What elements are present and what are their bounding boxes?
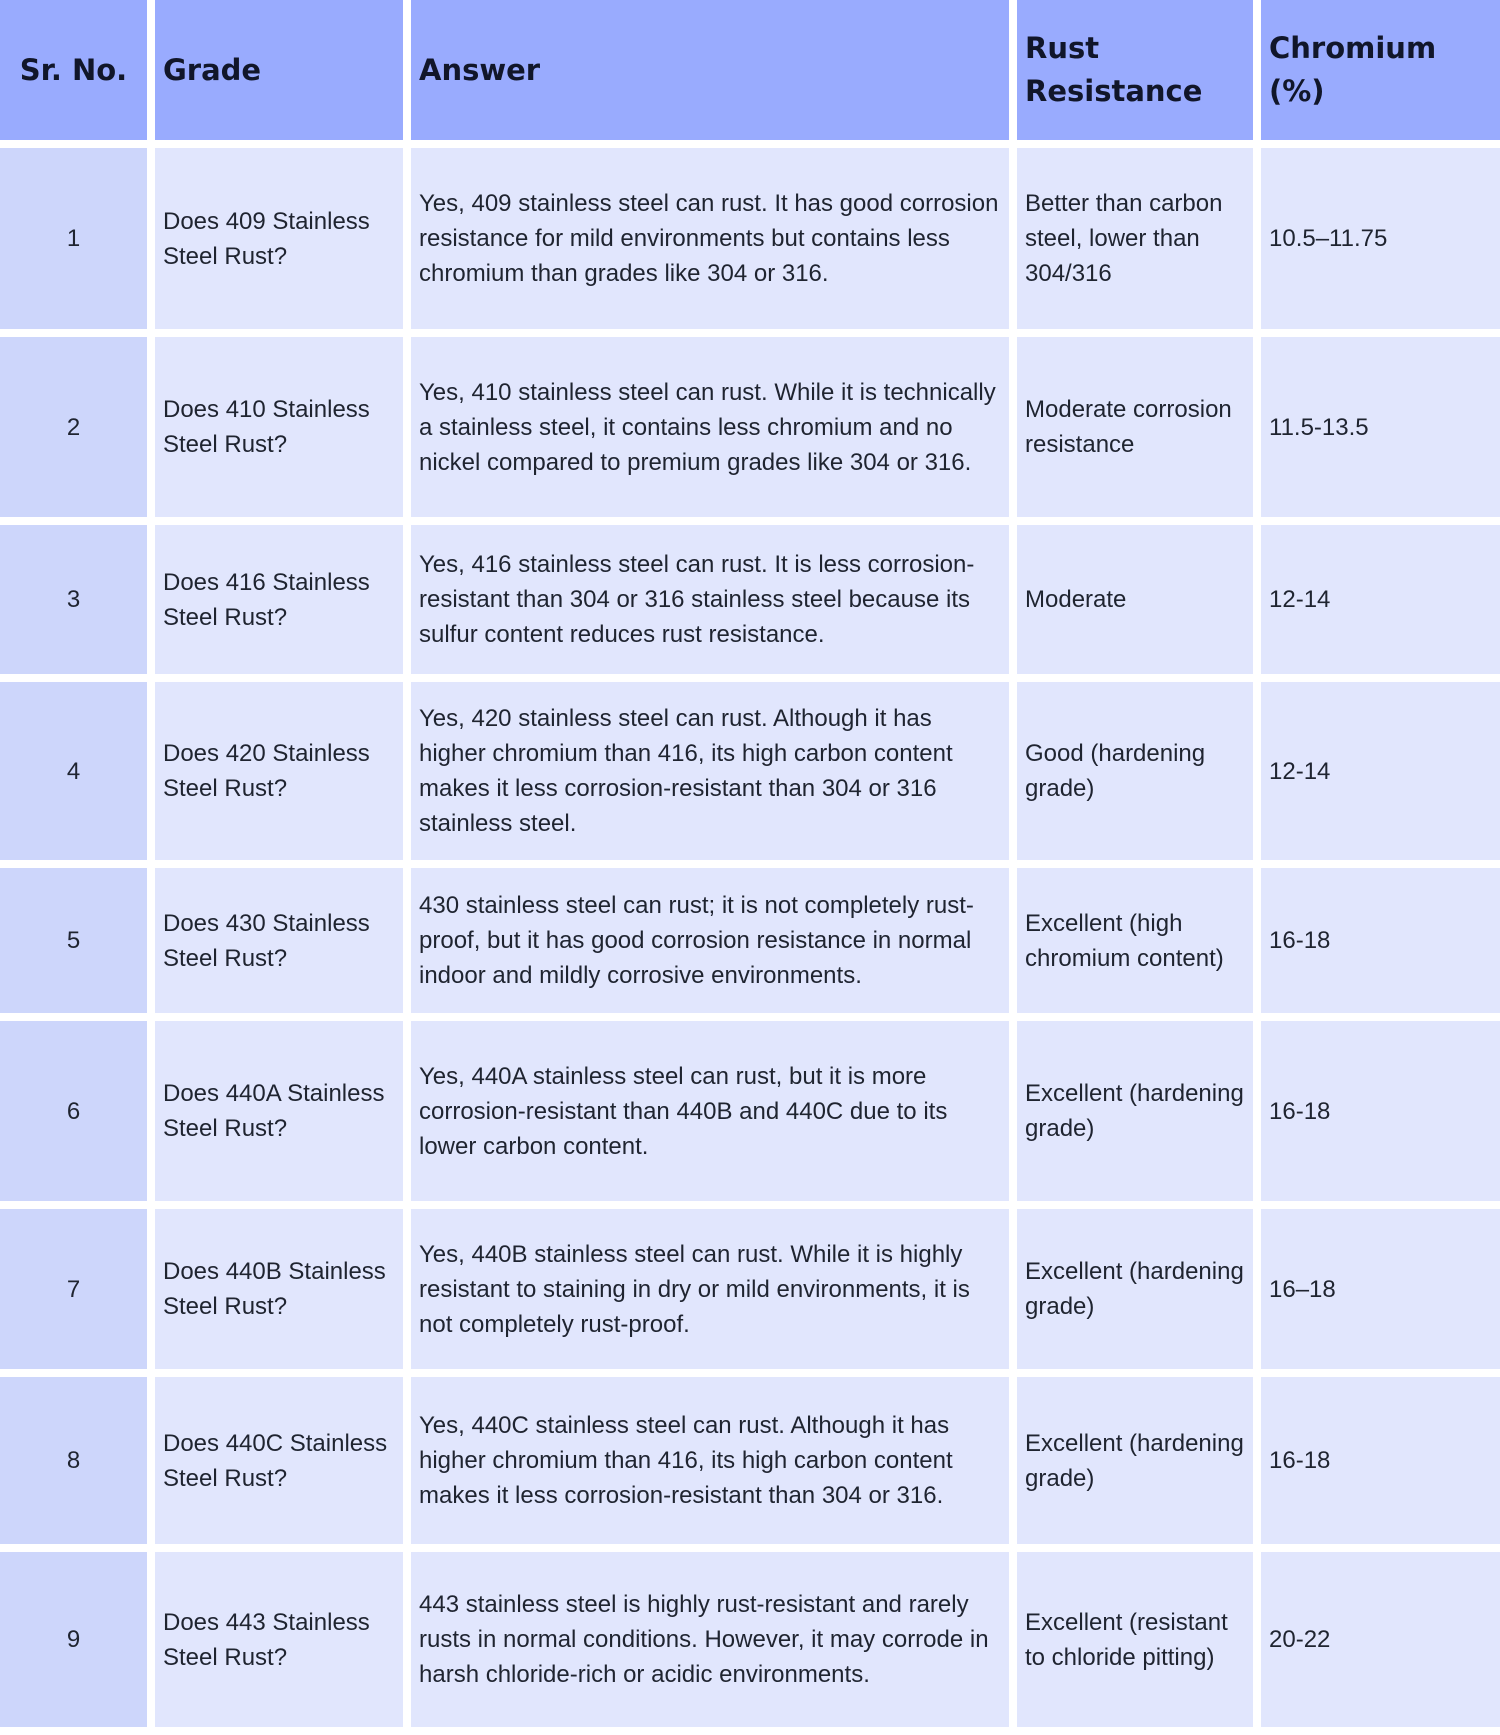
cell-chromium: 10.5–11.75 [1261, 148, 1500, 329]
cell-rust-resistance: Excellent (resistant to chloride pitting) [1017, 1552, 1253, 1727]
cell-rust-resistance: Moderate corrosion resistance [1017, 337, 1253, 517]
cell-rust-resistance: Excellent (high chromium content) [1017, 868, 1253, 1013]
cell-grade: Does 410 Stainless Steel Rust? [155, 337, 403, 517]
cell-sr-no: 8 [0, 1377, 147, 1544]
table-row [0, 1377, 1500, 1544]
cell-grade: Does 440A Stainless Steel Rust? [155, 1021, 403, 1201]
cell-answer: 443 stainless steel is highly rust-resistant and rarely rusts in normal conditions. However, it may corrode in harsh chloride-rich or acidic environments. [411, 1552, 1009, 1727]
cell-chromium: 16-18 [1261, 868, 1500, 1013]
table-row [0, 1021, 1500, 1201]
cell-answer: Yes, 416 stainless steel can rust. It is less corrosion-resistant than 304 or 316 stainless steel because its sulfur content reduces rust resistance. [411, 525, 1009, 674]
header-grade: Grade [155, 0, 403, 140]
header-answer: Answer [411, 0, 1009, 140]
cell-rust-resistance: Moderate [1017, 525, 1253, 674]
cell-grade: Does 409 Stainless Steel Rust? [155, 148, 403, 329]
cell-sr-no: 1 [0, 148, 147, 329]
cell-chromium: 16-18 [1261, 1377, 1500, 1544]
cell-answer: Yes, 440B stainless steel can rust. While it is highly resistant to staining in dry or mild environments, it is not completely rust-proof. [411, 1209, 1009, 1369]
cell-sr-no: 6 [0, 1021, 147, 1201]
cell-answer: Yes, 440A stainless steel can rust, but it is more corrosion-resistant than 440B and 440C due to its lower carbon content. [411, 1021, 1009, 1201]
table-row [0, 525, 1500, 674]
cell-chromium: 16-18 [1261, 1021, 1500, 1201]
table-row [0, 337, 1500, 517]
cell-grade: Does 416 Stainless Steel Rust? [155, 525, 403, 674]
table-row [0, 1552, 1500, 1727]
table-row [0, 1209, 1500, 1369]
cell-sr-no: 3 [0, 525, 147, 674]
cell-sr-no: 9 [0, 1552, 147, 1727]
cell-chromium: 12-14 [1261, 525, 1500, 674]
table-row [0, 148, 1500, 329]
cell-sr-no: 2 [0, 337, 147, 517]
cell-chromium: 11.5-13.5 [1261, 337, 1500, 517]
cell-grade: Does 440C Stainless Steel Rust? [155, 1377, 403, 1544]
cell-grade: Does 440B Stainless Steel Rust? [155, 1209, 403, 1369]
header-rust-resistance: Rust Resistance [1017, 0, 1253, 140]
cell-chromium: 16–18 [1261, 1209, 1500, 1369]
cell-answer: Yes, 409 stainless steel can rust. It has good corrosion resistance for mild environments but contains less chromium than grades like 304 or 316. [411, 148, 1009, 329]
cell-grade: Does 420 Stainless Steel Rust? [155, 682, 403, 860]
cell-grade: Does 430 Stainless Steel Rust? [155, 868, 403, 1013]
header-chromium: Chromium (%) [1261, 0, 1500, 140]
cell-rust-resistance: Better than carbon steel, lower than 304/316 [1017, 148, 1253, 329]
cell-answer: Yes, 410 stainless steel can rust. While it is technically a stainless steel, it contains less chromium and no nickel compared to premium grades like 304 or 316. [411, 337, 1009, 517]
header-sr-no: Sr. No. [0, 0, 147, 140]
cell-chromium: 12-14 [1261, 682, 1500, 860]
table-row [0, 868, 1500, 1013]
cell-rust-resistance: Excellent (hardening grade) [1017, 1209, 1253, 1369]
cell-answer: Yes, 420 stainless steel can rust. Although it has higher chromium than 416, its high carbon content makes it less corrosion-resistant than 304 or 316 stainless steel. [411, 682, 1009, 860]
table-header-row [0, 0, 1500, 140]
cell-rust-resistance: Good (hardening grade) [1017, 682, 1253, 860]
cell-rust-resistance: Excellent (hardening grade) [1017, 1021, 1253, 1201]
cell-sr-no: 4 [0, 682, 147, 860]
cell-sr-no: 7 [0, 1209, 147, 1369]
cell-grade: Does 443 Stainless Steel Rust? [155, 1552, 403, 1727]
cell-sr-no: 5 [0, 868, 147, 1013]
cell-answer: Yes, 440C stainless steel can rust. Although it has higher chromium than 416, its high carbon content makes it less corrosion-resistant than 304 or 316. [411, 1377, 1009, 1544]
cell-rust-resistance: Excellent (hardening grade) [1017, 1377, 1253, 1544]
cell-chromium: 20-22 [1261, 1552, 1500, 1727]
table-row [0, 682, 1500, 860]
cell-answer: 430 stainless steel can rust; it is not completely rust-proof, but it has good corrosion resistance in normal indoor and mildly corrosive environments. [411, 868, 1009, 1013]
